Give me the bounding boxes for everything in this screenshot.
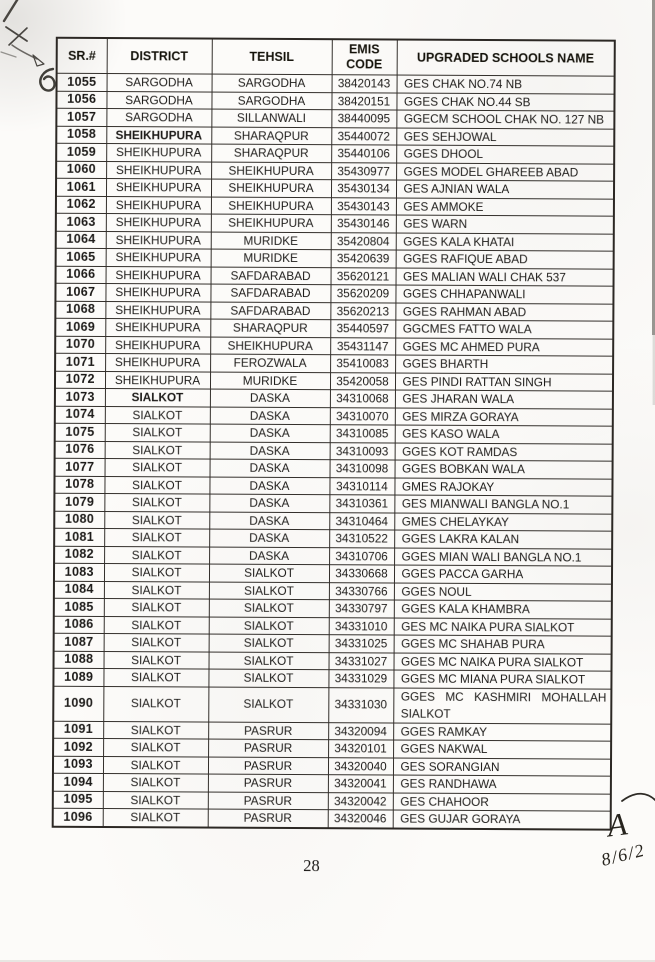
school-name-cell: GGES KALA KHATAI	[396, 233, 614, 252]
sr-cell: 1068	[55, 301, 105, 319]
tehsil-cell: DASKA	[210, 389, 330, 407]
tehsil-cell: SIALKOT	[209, 582, 329, 600]
emis-code-cell: 34330668	[329, 565, 394, 583]
emis-code-cell: 34310085	[330, 425, 395, 443]
school-name-cell: GGES MC MIANA PURA SIALKOT	[393, 670, 611, 689]
sr-cell: 1070	[55, 336, 105, 354]
district-cell: SARGODHA	[106, 109, 211, 127]
tehsil-cell: SAFDARABAD	[210, 284, 330, 302]
emis-code-cell: 34310464	[329, 512, 394, 530]
sr-cell: 1096	[53, 808, 103, 826]
emis-code-cell: 35420639	[331, 250, 396, 268]
emis-code-cell: 34331029	[328, 670, 393, 688]
emis-code-cell: 35410083	[330, 355, 395, 373]
district-cell: SIALKOT	[103, 809, 208, 828]
sr-cell: 1057	[56, 108, 106, 126]
emis-code-cell: 34310098	[330, 460, 395, 478]
district-cell: SIALKOT	[103, 756, 208, 774]
district-cell: SHEIKHUPURA	[106, 144, 211, 162]
sr-cell: 1090	[53, 686, 103, 721]
page-number: 28	[303, 856, 320, 876]
sr-cell: 1073	[55, 388, 105, 406]
emis-code-cell: 35430146	[331, 215, 396, 233]
sr-cell: 1084	[54, 581, 104, 599]
district-cell: SIALKOT	[103, 686, 208, 722]
tehsil-cell: SIALKOT	[209, 564, 329, 582]
sr-cell: 1081	[54, 528, 104, 546]
tehsil-cell: DASKA	[210, 459, 330, 477]
emis-code-cell: 35430977	[331, 162, 396, 180]
tehsil-cell: SHARAQPUR	[211, 144, 331, 162]
school-name-cell: GGES RAMKAY	[393, 723, 611, 742]
school-name-cell: GGES NAKWAL	[393, 740, 611, 759]
district-cell: SIALKOT	[104, 546, 209, 564]
emis-code-cell: 35420058	[330, 372, 395, 390]
sr-cell: 1064	[56, 231, 106, 249]
sr-cell: 1056	[56, 91, 106, 109]
district-cell: SIALKOT	[103, 669, 208, 687]
column-header-school-name: UPGRADED SCHOOLS NAME	[397, 40, 615, 77]
district-cell: SIALKOT	[104, 651, 209, 669]
tehsil-cell: PASRUR	[208, 757, 328, 775]
school-name-cell: GES MC NAIKA PURA SIALKOT	[394, 618, 612, 637]
emis-code-cell: 35440072	[331, 127, 396, 145]
sr-cell: 1093	[53, 756, 103, 774]
district-cell: SIALKOT	[105, 389, 210, 407]
emis-code-cell: 35440597	[330, 320, 395, 338]
tehsil-cell: SIALKOT	[209, 652, 329, 670]
column-header-sr: SR.#	[57, 38, 107, 74]
district-cell: SIALKOT	[103, 791, 208, 809]
district-cell: SHEIKHUPURA	[106, 249, 211, 267]
school-name-cell: GES SORANGIAN	[393, 758, 611, 777]
school-name-cell: GGES RAFIQUE ABAD	[396, 250, 614, 269]
sr-cell: 1092	[53, 738, 103, 756]
sr-cell: 1072	[55, 371, 105, 389]
district-cell: SIALKOT	[103, 739, 208, 757]
school-name-cell: GGES LAKRA KALAN	[394, 530, 612, 549]
district-cell: SARGODHA	[107, 74, 212, 92]
sr-cell: 1059	[56, 143, 106, 161]
header-row	[57, 38, 615, 76]
sr-cell: 1075	[55, 423, 105, 441]
tehsil-cell: MURIDKE	[211, 232, 331, 250]
emis-code-cell: 34310093	[330, 442, 395, 460]
school-name-cell: GGES KOT RAMDAS	[395, 443, 613, 462]
school-name-cell: GES GUJAR GORAYA	[393, 810, 611, 829]
sr-cell: 1061	[56, 178, 106, 196]
district-cell: SIALKOT	[104, 564, 209, 582]
school-name-cell: GES SEHJOWAL	[396, 128, 614, 147]
emis-code-cell: 34331025	[329, 635, 394, 653]
sr-cell: 1067	[55, 283, 105, 301]
emis-code-cell: 34331030	[328, 687, 393, 723]
school-name-cell: GGES CHHAPANWALI	[395, 285, 613, 304]
school-name-cell: GES AJNIAN WALA	[396, 180, 614, 199]
tehsil-cell: DASKA	[210, 407, 330, 425]
district-cell: SHEIKHUPURA	[106, 266, 211, 284]
sr-cell: 1095	[53, 791, 103, 809]
district-cell: SHEIKHUPURA	[105, 284, 210, 302]
sr-cell: 1087	[54, 633, 104, 651]
district-cell: SHEIKHUPURA	[105, 371, 210, 389]
school-name-cell: GES MIANWALI BANGLA NO.1	[394, 495, 612, 514]
tehsil-cell: MURIDKE	[211, 249, 331, 267]
district-cell: SHEIKHUPURA	[106, 179, 211, 197]
sr-cell: 1085	[54, 598, 104, 616]
emis-code-cell: 34331010	[329, 617, 394, 635]
table-row	[53, 808, 611, 829]
tehsil-cell: SHARAQPUR	[211, 127, 331, 145]
column-header-tehsil: TEHSIL	[212, 39, 332, 75]
emis-code-cell: 34310068	[330, 390, 395, 408]
district-cell: SIALKOT	[105, 406, 210, 424]
district-cell: SHEIKHUPURA	[106, 126, 211, 144]
emis-code-cell: 34330766	[329, 582, 394, 600]
district-cell: SIALKOT	[105, 441, 210, 459]
emis-code-cell: 34320040	[328, 757, 393, 775]
school-name-cell: GGES DHOOL	[396, 145, 614, 164]
school-name-cell: GES KASO WALA	[395, 425, 613, 444]
emis-code-cell: 35420804	[331, 232, 396, 250]
tehsil-cell: SHEIKHUPURA	[210, 337, 330, 355]
district-cell: SIALKOT	[104, 634, 209, 652]
district-cell: SIALKOT	[104, 511, 209, 529]
sr-cell: 1083	[54, 563, 104, 581]
school-name-cell: GGES MIAN WALI BANGLA NO.1	[394, 548, 612, 567]
tehsil-cell: SAFDARABAD	[210, 302, 330, 320]
school-name-cell: GGCMES FATTO WALA	[395, 320, 613, 339]
tehsil-cell: DASKA	[210, 442, 330, 460]
emis-code-cell: 34320046	[328, 810, 393, 828]
district-cell: SHEIKHUPURA	[105, 336, 210, 354]
district-cell: SHEIKHUPURA	[105, 354, 210, 372]
district-cell: SIALKOT	[105, 424, 210, 442]
school-name-cell: GGES BOBKAN WALA	[395, 460, 613, 479]
tehsil-cell: SHEIKHUPURA	[211, 197, 331, 215]
school-name-cell: GGES MC SHAHAB PURA	[394, 635, 612, 654]
tehsil-cell: FEROZWALA	[210, 354, 330, 372]
school-name-cell: GGES MC NAIKA PURA SIALKOT	[394, 653, 612, 672]
table-body	[53, 73, 615, 829]
school-name-cell: GGES RAHMAN ABAD	[395, 303, 613, 322]
school-name-cell: GGES MC KASHMIRI MOHALLAH SIALKOT	[393, 688, 611, 724]
district-cell: SIALKOT	[105, 459, 210, 477]
tehsil-cell: SARGODHA	[211, 92, 331, 110]
emis-code-cell: 34331027	[329, 652, 394, 670]
sr-cell: 1058	[56, 126, 106, 144]
tehsil-cell: SAFDARABAD	[211, 267, 331, 285]
upgraded-schools-table	[52, 37, 616, 831]
sr-cell: 1076	[55, 441, 105, 459]
emis-code-cell: 38420151	[331, 92, 396, 110]
tehsil-cell: DASKA	[209, 529, 329, 547]
district-cell: SIALKOT	[104, 529, 209, 547]
school-name-cell: GES AMMOKE	[396, 198, 614, 217]
school-name-cell: GES WARN	[396, 215, 614, 234]
tehsil-cell: PASRUR	[208, 792, 328, 810]
district-cell: SHEIKHUPURA	[105, 319, 210, 337]
tehsil-cell: SIALKOT	[209, 634, 329, 652]
district-cell: SIALKOT	[104, 616, 209, 634]
emis-code-cell: 35430143	[331, 197, 396, 215]
tehsil-cell: SIALKOT	[208, 687, 328, 723]
tehsil-cell: DASKA	[209, 547, 329, 565]
school-name-cell: GGES MC AHMED PURA	[395, 338, 613, 357]
emis-code-cell: 35620213	[330, 302, 395, 320]
sr-cell: 1088	[54, 651, 104, 669]
sr-cell: 1069	[55, 318, 105, 336]
district-cell: SHEIKHUPURA	[105, 301, 210, 319]
table-row	[53, 686, 611, 724]
emis-code-cell: 35430134	[331, 180, 396, 198]
sr-cell: 1077	[55, 458, 105, 476]
tehsil-cell: PASRUR	[208, 809, 328, 828]
emis-code-cell: 34320101	[328, 740, 393, 758]
sr-cell: 1060	[56, 161, 106, 179]
sr-cell: 1082	[54, 546, 104, 564]
tehsil-cell: PASRUR	[208, 722, 328, 740]
tehsil-cell: SHEIKHUPURA	[211, 162, 331, 180]
district-cell: SIALKOT	[103, 774, 208, 792]
district-cell: SIALKOT	[104, 476, 209, 494]
school-name-cell: GES PINDI RATTAN SINGH	[395, 373, 613, 392]
emis-code-cell: 35620121	[331, 267, 396, 285]
sr-cell: 1094	[53, 773, 103, 791]
sr-cell: 1063	[56, 213, 106, 231]
school-name-cell: GES MIRZA GORAYA	[395, 408, 613, 427]
emis-code-cell: 34310706	[329, 547, 394, 565]
school-name-cell: GGES MODEL GHAREEB ABAD	[396, 163, 614, 182]
emis-code-cell: 35431147	[330, 337, 395, 355]
school-name-cell: GES CHAK NO.74 NB	[397, 75, 615, 94]
tehsil-cell: SILLANWALI	[211, 109, 331, 127]
sr-cell: 1080	[54, 511, 104, 529]
sr-cell: 1086	[54, 616, 104, 634]
emis-code-cell: 34310114	[329, 477, 394, 495]
district-cell: SHEIKHUPURA	[106, 214, 211, 232]
sr-cell: 1066	[56, 266, 106, 284]
school-name-cell: GGES PACCA GARHA	[394, 565, 612, 584]
school-name-cell: GES RANDHAWA	[393, 775, 611, 794]
tehsil-cell: DASKA	[209, 494, 329, 512]
tehsil-cell: DASKA	[209, 477, 329, 495]
sr-cell: 1089	[53, 668, 103, 686]
sr-cell: 1079	[54, 493, 104, 511]
tehsil-cell: PASRUR	[208, 739, 328, 757]
tehsil-cell: MURIDKE	[210, 372, 330, 390]
district-cell: SHEIKHUPURA	[106, 196, 211, 214]
district-cell: SIALKOT	[104, 494, 209, 512]
school-name-cell: GMES CHELAYKAY	[394, 513, 612, 532]
emis-code-cell: 34310522	[329, 530, 394, 548]
tehsil-cell: SIALKOT	[208, 669, 328, 687]
emis-code-cell: 34320042	[328, 792, 393, 810]
district-cell: SARGODHA	[106, 91, 211, 109]
sr-cell: 1074	[55, 406, 105, 424]
school-name-cell: GGES BHARTH	[395, 355, 613, 374]
signature-initial: A	[605, 805, 630, 844]
handwritten-date: 8/6/2	[599, 839, 648, 870]
sr-cell: 1065	[56, 248, 106, 266]
emis-code-cell: 34320041	[328, 775, 393, 793]
tehsil-cell: SHARAQPUR	[210, 319, 330, 337]
tehsil-cell: DASKA	[210, 424, 330, 442]
district-cell: SIALKOT	[103, 721, 208, 739]
emis-code-cell: 35440106	[331, 145, 396, 163]
sr-cell: 1071	[55, 353, 105, 371]
tehsil-cell: PASRUR	[208, 774, 328, 792]
school-name-cell: GES JHARAN WALA	[395, 390, 613, 409]
table-header	[57, 38, 615, 76]
emis-code-cell: 38420143	[332, 75, 397, 93]
school-name-cell: GMES RAJOKAY	[394, 478, 612, 497]
district-cell: SHEIKHUPURA	[106, 161, 211, 179]
district-cell: SIALKOT	[104, 599, 209, 617]
sr-cell: 1055	[57, 73, 107, 91]
school-name-cell: GES CHAHOOR	[393, 793, 611, 812]
tehsil-cell: SIALKOT	[209, 617, 329, 635]
emis-code-cell: 38440095	[331, 110, 396, 128]
district-cell: SIALKOT	[104, 581, 209, 599]
column-header-district: DISTRICT	[107, 38, 212, 74]
school-name-cell: GGECM SCHOOL CHAK NO. 127 NB	[396, 110, 614, 129]
sr-cell: 1062	[56, 196, 106, 214]
emis-code-cell: 34310361	[329, 495, 394, 513]
tehsil-cell: DASKA	[209, 512, 329, 530]
emis-code-cell: 35620209	[330, 285, 395, 303]
sr-cell: 1091	[53, 721, 103, 739]
tehsil-cell: SHEIKHUPURA	[211, 179, 331, 197]
district-cell: SHEIKHUPURA	[106, 231, 211, 249]
school-name-cell: GGES KALA KHAMBRA	[394, 600, 612, 619]
column-header-emis-code: EMIS CODE	[332, 39, 397, 75]
emis-code-cell: 34330797	[329, 600, 394, 618]
school-name-cell: GES MALIAN WALI CHAK 537	[396, 268, 614, 287]
school-name-cell: GGES CHAK NO.44 SB	[396, 93, 614, 112]
tehsil-cell: SIALKOT	[209, 599, 329, 617]
school-name-cell: GGES NOUL	[394, 583, 612, 602]
sr-cell: 1078	[54, 476, 104, 494]
tehsil-cell: SHEIKHUPURA	[211, 214, 331, 232]
tehsil-cell: SARGODHA	[212, 74, 332, 92]
emis-code-cell: 34310070	[330, 407, 395, 425]
emis-code-cell: 34320094	[328, 722, 393, 740]
